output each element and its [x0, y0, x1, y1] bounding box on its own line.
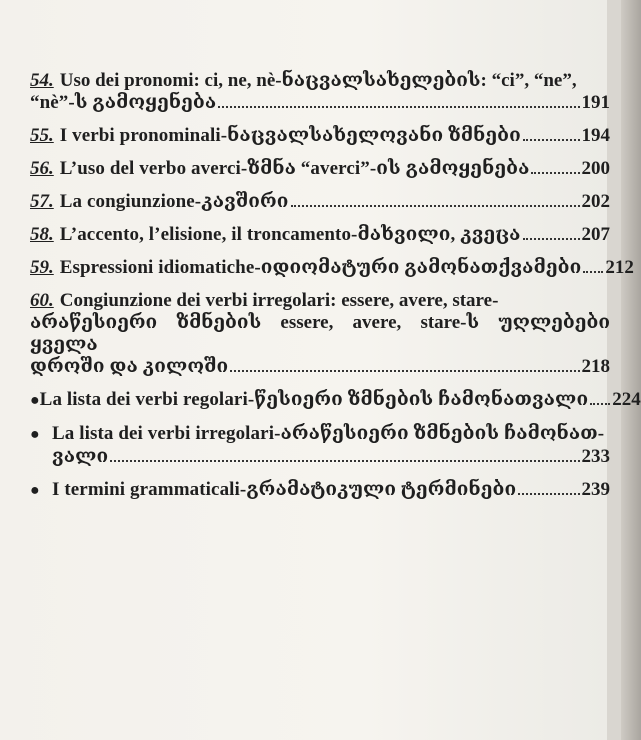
- entry-number: 59.: [30, 257, 54, 278]
- page-number: 218: [581, 356, 610, 377]
- dot-leader: [291, 205, 580, 207]
- entry-title: L’accento, l’elisione, il troncamento-მახვილი, კვეცა: [59, 224, 521, 245]
- toc-bullet-irregular-verbs: [30, 423, 610, 468]
- toc-entry-54: [30, 70, 610, 114]
- entry-number: 55.: [30, 125, 54, 146]
- entry-title-line2: ვალი: [52, 446, 109, 467]
- page-number: 212: [605, 257, 634, 278]
- entry-title-line1: La lista dei verbi irregolari-არაწესიერი ზმნების ჩამონათ-: [52, 423, 605, 444]
- toc-entry-58: [30, 224, 610, 246]
- toc-entry-56: [30, 158, 610, 180]
- entry-title-line2: არაწესიერი ზმნების essere, avere, stare-ს უღლებები ყველა: [30, 312, 610, 355]
- entry-title-line1: Congiunzione dei verbi irregolari: essere, avere, stare-: [59, 290, 499, 311]
- page-number: 191: [581, 92, 610, 113]
- entry-number: 58.: [30, 224, 54, 245]
- entry-title: Espressioni idiomatiche-იდიომატური გამონათქვამები: [59, 257, 582, 278]
- entry-title: La lista dei verbi regolari-წესიერი ზმნების ჩამონათვალი: [39, 389, 589, 410]
- toc-entry-55: [30, 125, 610, 147]
- entry-title-line3: დროში და კილოში: [30, 356, 229, 377]
- toc-bullet-grammar-terms: [30, 479, 610, 502]
- toc-entry-60: [30, 290, 610, 378]
- table-of-contents: [30, 70, 641, 513]
- bullet-icon: ●: [30, 482, 40, 499]
- page-number: 207: [581, 224, 610, 245]
- entry-number: 60.: [30, 290, 54, 311]
- toc-entry-57: [30, 191, 610, 213]
- entry-title: L’uso del verbo averci-ზმნა “averci”-ის გამოყენება: [59, 158, 530, 179]
- dot-leader: [110, 460, 579, 462]
- dot-leader: [531, 172, 579, 174]
- dot-leader: [523, 139, 580, 141]
- page-edge: [621, 0, 641, 740]
- toc-entry-59: [30, 257, 634, 279]
- page-number: 194: [581, 125, 610, 146]
- entry-number: 54.: [30, 70, 54, 91]
- bullet-icon: ●: [30, 392, 40, 409]
- dot-leader: [518, 493, 579, 495]
- entry-number: 57.: [30, 191, 54, 212]
- page-number: 239: [581, 479, 610, 500]
- toc-bullet-regular-verbs: [30, 389, 641, 412]
- entry-title-line2: “nè”-ს გამოყენება: [30, 92, 217, 113]
- entry-title: I termini grammaticali-გრამატიკული ტერმინები: [52, 479, 517, 500]
- dot-leader: [230, 370, 579, 372]
- dot-leader: [583, 271, 603, 273]
- entry-number: 56.: [30, 158, 54, 179]
- entry-title: La congiunzione-კავშირი: [59, 191, 289, 212]
- page-number: 233: [581, 446, 610, 467]
- page-number: 202: [581, 191, 610, 212]
- entry-title: I verbi pronominali-ნაცვალსახელოვანი ზმნები: [59, 125, 521, 146]
- dot-leader: [590, 403, 610, 405]
- page-number: 200: [581, 158, 610, 179]
- bullet-icon: ●: [30, 426, 40, 443]
- dot-leader: [218, 106, 579, 108]
- entry-title-line1: Uso dei pronomi: ci, ne, nè-ნაცვალსახელების: “ci”, “ne”,: [59, 70, 577, 91]
- dot-leader: [523, 238, 580, 240]
- page-number: 224: [612, 389, 641, 410]
